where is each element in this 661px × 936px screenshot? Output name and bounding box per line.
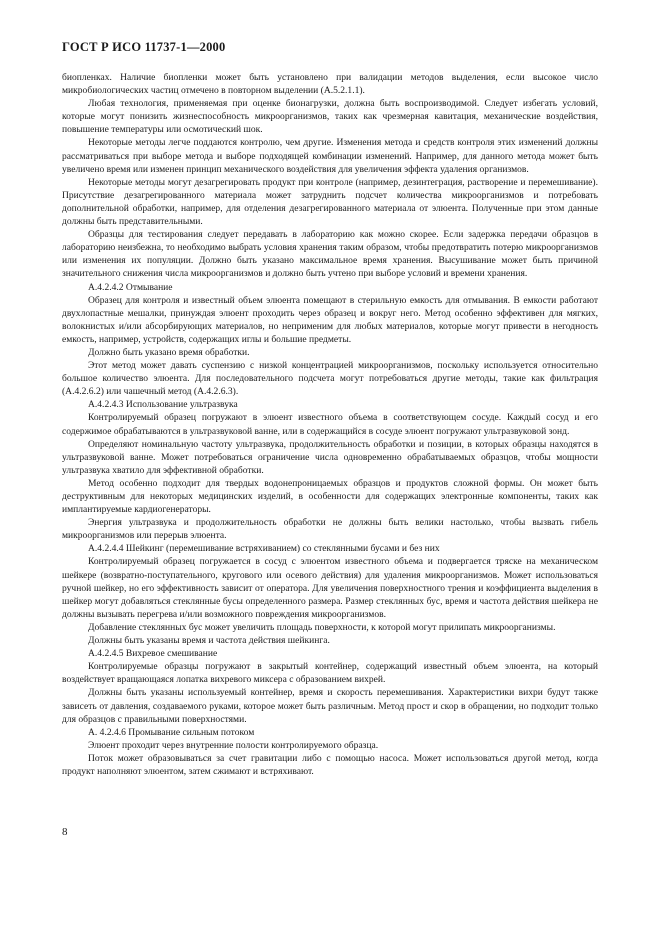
body-paragraph: биопленках. Наличие биопленки может быть установлено при валидации методов выделения, если высокое число микробиологических частиц отмечено в повторном выделении (А.5.2.1.1). xyxy=(62,72,598,97)
body-paragraph: Некоторые методы могут дезагрегировать продукт при контроле (например, дезинтеграция, растворение и перемешивание). Присутствие дезагрегированного материала может затруднить подсчет количества микроорганизмов и потребовать дополнительной обработки, например, для отделения дезагрегированного материала от элюента. Полученные при этом данные должны быть представительными. xyxy=(62,176,598,228)
page-number: 8 xyxy=(62,826,68,838)
section-heading: А.4.2.4.3 Использование ультразвука xyxy=(88,399,238,411)
document-page xyxy=(62,0,598,936)
section-heading: А.4.2.4.5 Вихревое смешивание xyxy=(88,648,218,660)
body-paragraph: Элюент проходит через внутренние полости контролируемого образца. xyxy=(88,739,379,751)
section-heading: А. 4.2.4.6 Промывание сильным потоком xyxy=(88,726,255,738)
body-paragraph: Контролируемые образцы погружают в закрытый контейнер, содержащий известный объем элюента, на который воздействует вращающаяся лопатка вихревого миксера с образованием вихрей. xyxy=(62,661,598,686)
body-paragraph: Образец для контроля и известный объем элюента помещают в стерильную емкость для отмывания. В емкости работают двухлопастные мешалки, принуждая элюент проходить через образец и вокруг него. Метод особенно эффективен для мягких, волокнистых и/или абсорбирующих материалов, но неприменим для любых материалов, которые могут привести в негодность емкость, например, устройств, содержащих иглы и большие предметы. xyxy=(62,294,598,345)
body-paragraph: Должны быть указаны время и частота действия шейкинга. xyxy=(88,635,330,647)
section-heading: А.4.2.4.4 Шейкинг (перемешивание встряхиванием) со стеклянными бусами и без них xyxy=(88,543,440,555)
document-header: ГОСТ Р ИСО 11737-1—2000 xyxy=(62,40,226,54)
body-paragraph: Контролируемый образец погружается в сосуд с элюентом известного объема и подвергается тряске на механическом шейкере (возвратно-поступательного, кругового или осевого действия) для удаления микроорганизмов. Может использоваться ручной шейкер, но его эффективность зависит от оператора. Для увеличения поверхностного трения и коэффициента выделения в шейкер могут добавляться стеклянные бусы определенного размера. Размер стеклянных бус, время и частота действия шейкера не должны вызывать перегрева и/или возможного повреждения микроорганизмов. xyxy=(62,556,598,620)
document-body xyxy=(62,71,598,778)
body-paragraph: Энергия ультразвука и продолжительность обработки не должны быть велики настолько, чтобы вызвать гибель микроорганизмов или перерыв элюента. xyxy=(62,517,598,542)
body-paragraph: Некоторые методы легче поддаются контролю, чем другие. Изменения метода и средств контроля этих изменений должны рассматриваться при выборе метода и выборе подходящей комбинации изменений. Например, для данного метода может быть увеличено время или изменен принцип механического воздействия для увеличения эффекта удаления организмов. xyxy=(62,137,598,175)
body-paragraph: Должны быть указаны используемый контейнер, время и скорость перемешивания. Характеристики вихри будут также зависеть от давления, создаваемого руками, которое может быть различным. Метод прост и скор в обращении, но подходит только для образцов с правильными поверхностями. xyxy=(62,687,598,725)
body-paragraph: Любая технология, применяемая при оценке бионагрузки, должна быть воспроизводимой. Следует избегать условий, которые могут понизить жизнеспособность микроорганизмов, таких как чрезмерная кавитация, механические воздействия, повышение температуры или осмотический шок. xyxy=(62,98,598,136)
section-heading: А.4.2.4.2 Отмывание xyxy=(88,281,173,293)
body-paragraph: Добавление стеклянных бус может увеличить площадь поверхности, к которой могут прилипать микроорганизмы. xyxy=(88,621,556,633)
body-paragraph: Поток может образовываться за счет гравитации либо с помощью насоса. Может использоваться другой метод, когда продукт наполняют элюентом, затем сжимают и встряхивают. xyxy=(62,752,598,777)
body-paragraph: Контролируемый образец погружают в элюент известного объема в соответствующем сосуде. Каждый сосуд и его содержимое обрабатываются в ультразвуковой ванне, или в содержащийся в сосуде элюент погружают ультразвуковой зонд. xyxy=(62,412,598,437)
body-paragraph: Этот метод может давать суспензию с низкой концентрацией микроорганизмов, поскольку используется относительно большое количество элюента. Для последовательного подсчета могут потребоваться другие методы, такие как фильтрация (А.4.2.6.2) или чашечный метод (А.4.2.6.3). xyxy=(62,360,598,398)
body-paragraph: Должно быть указано время обработки. xyxy=(88,346,250,358)
body-paragraph: Образцы для тестирования следует передавать в лабораторию как можно скорее. Если задержка передачи образцов в лабораторию неизбежна, то необходимо выбрать условия хранения таким образом, чтобы предотвратить потерю микроорганизмов или изменения их популяции. Должно быть указано максимальное время хранения. Высушивание может быть причиной значительного снижения числа микроорганизмов и должно быть учтено при выборе условий и времени хранения. xyxy=(62,229,598,280)
body-paragraph: Метод особенно подходит для твердых водонепроницаемых образцов и продуктов сложной формы. Он может быть деструктивным для некоторых медицинских изделий, в особенности для содержащих электронные компоненты, таких как имплантируемые кардиогенераторы. xyxy=(62,477,598,516)
body-paragraph: Определяют номинальную частоту ультразвука, продолжительность обработки и позиции, в которых образцы находятся в ультразвуковой ванне. Может потребоваться ограничение числа одновременно обрабатываемых образцов, чтобы мощности ультразвука хватило для эффективной обработки. xyxy=(62,438,598,476)
